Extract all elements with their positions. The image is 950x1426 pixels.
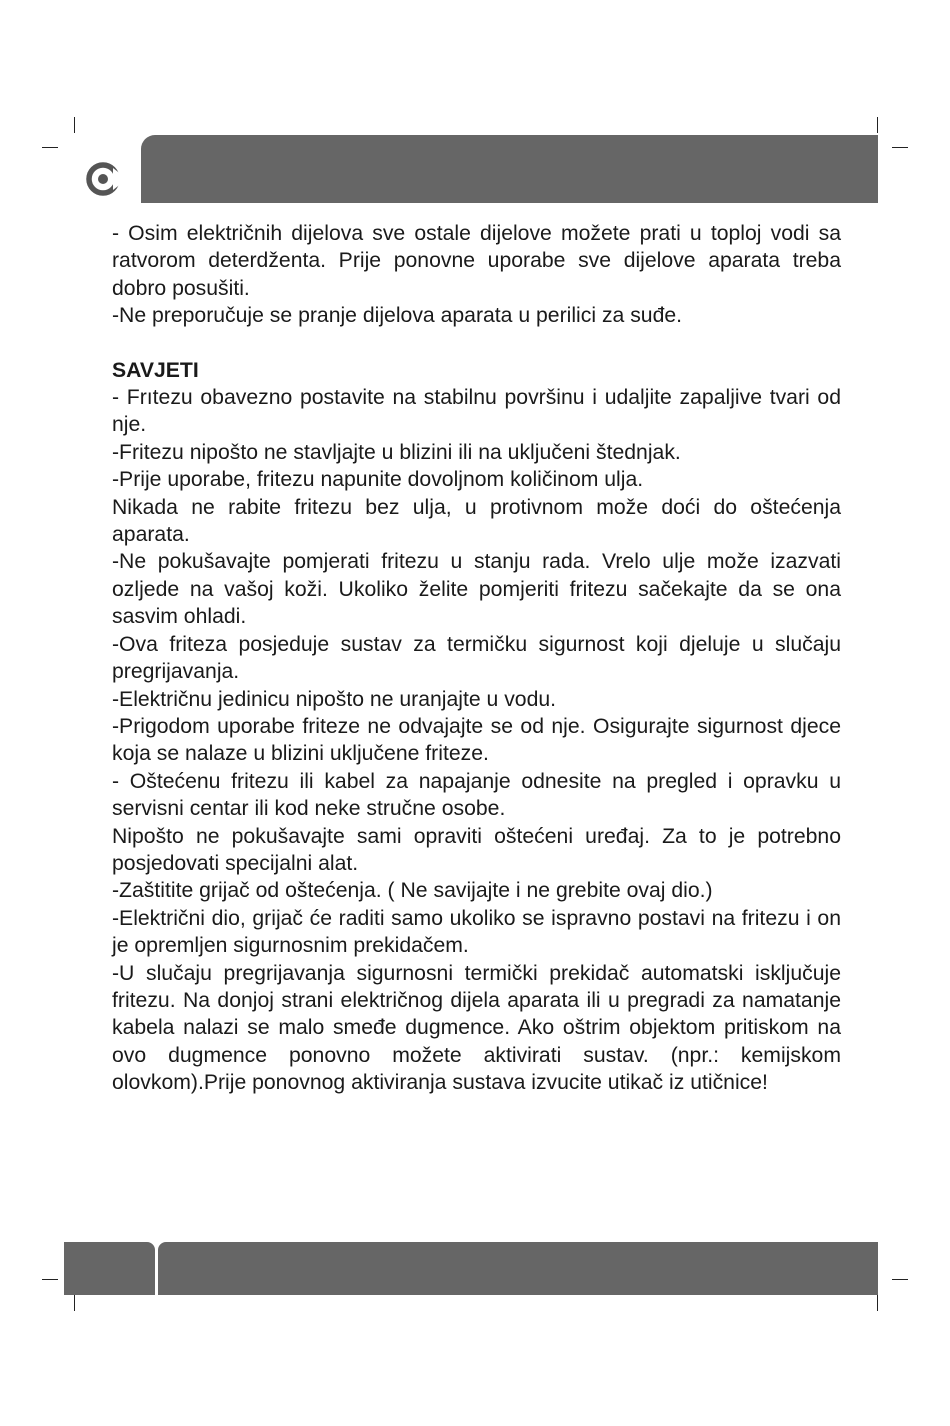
intro-paragraph: -Ne preporučuje se pranje dijelova aparata u perilici za suđe.: [112, 304, 683, 328]
crop-mark: [42, 1279, 58, 1280]
crop-mark: [74, 117, 75, 133]
header-band: [141, 135, 878, 203]
tip-paragraph: - Frıtezu obavezno postavite na stabilnu površinu i udaljite zapaljive tvari od nje.: [112, 386, 841, 437]
tip-paragraph: -Električnu jedinicu nipošto ne uranjajte u vodu.: [112, 687, 557, 711]
spacer: [112, 330, 841, 357]
tip-paragraph: -U slučaju pregrijavanja sigurnosni termički prekidač automatski isključuje fritezu. Na donjoj strani električnog dijela aparata ili u pregradi za namatanje kabela nalazi se malo smeđe dugmence. Ako oštrim objektom pritiskom na ovo dugmence ponovno možete aktivirati sustav. (npr.: kemijskom olovkom).Prije ponovnog aktiviranja sustava izvucite utikač iz utičnice!: [112, 961, 841, 1095]
intro-paragraph: - Osim električnih dijelova sve ostale dijelove možete prati u toploj vodi sa ratvorom deterdženta. Prije ponovne uporabe sve dijelove aparata treba dobro posušiti.: [112, 222, 841, 300]
tip-paragraph: -Prije uporabe, fritezu napunite dovoljnom količinom ulja.: [112, 468, 644, 492]
footer-page-tab: [64, 1242, 155, 1295]
circle-logo-icon: [86, 161, 130, 197]
tip-paragraph: -Ne pokušavajte pomjerati fritezu u stanju rada. Vrelo ulje može izazvati ozljede na vašoj koži. Ukoliko želite pomjeriti fritezu sačekajte da se ona sasvim ohladi.: [112, 550, 841, 629]
tip-paragraph: -Zaštitite grijač od oštećenja. ( Ne savijajte i ne grebite ovaj dio.): [112, 879, 713, 903]
tip-paragraph: -Prigodom uporabe friteze ne odvajajte se od nje. Osigurajte sigurnost djece koja se nalaze u blizini uključene friteze.: [112, 714, 841, 766]
footer-band: [158, 1242, 878, 1295]
section-heading: SAVJETI: [112, 358, 199, 382]
crop-mark: [892, 147, 908, 148]
tip-paragraph: -Električni dio, grijač će raditi samo ukoliko se ispravno postavi na fritezu i on je opremljen sigurnosnim prekidačem.: [112, 906, 841, 958]
tip-paragraph: -Ova friteza posjeduje sustav za termičku sigurnost koji djeluje u slučaju pregrijavanja.: [112, 632, 841, 684]
crop-mark: [74, 1295, 75, 1311]
crop-mark: [42, 147, 58, 148]
tip-paragraph: Nipošto ne pokušavajte sami opraviti oštećeni uređaj. Za to je potrebno posjedovati specijalni alat.: [112, 824, 841, 875]
crop-mark: [877, 117, 878, 133]
tip-paragraph: - Oštećenu fritezu ili kabel za napajanje odnesite na pregled i opravku u servisni centar ili kod neke stručne osobe.: [112, 769, 841, 821]
crop-mark: [892, 1279, 908, 1280]
manual-text: [112, 220, 841, 1097]
tip-paragraph: -Fritezu nipošto ne stavljajte u blizini ili na uključeni štednjak.: [112, 440, 681, 464]
tip-paragraph: Nikada ne rabite fritezu bez ulja, u protivnom može doći do oštećenja aparata.: [112, 495, 841, 547]
crop-mark: [877, 1295, 878, 1311]
